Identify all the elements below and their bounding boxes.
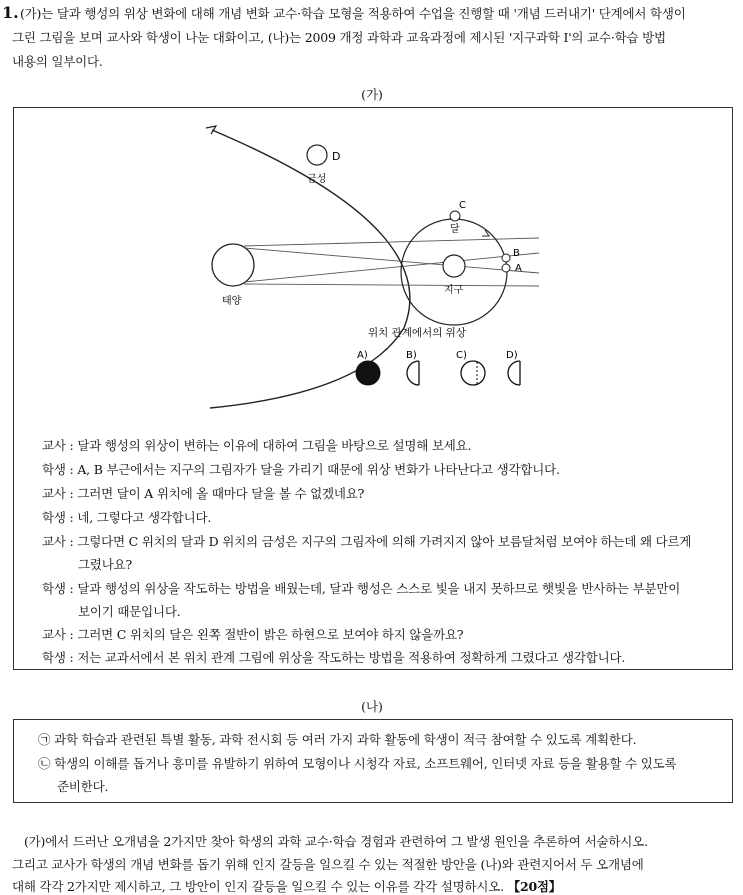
moon-label: 달 [450,224,460,235]
moon-a [502,264,510,272]
phase-label-d: D) [506,350,518,361]
final-line-1: (가)에서 드러난 오개념을 2가지만 찾아 학생의 과학 교수·학습 경험과 관련하여 그 발생 원인을 추론하여 서술하시오. [24,834,648,849]
phase-c-icon [461,361,485,385]
orbit-arrow-icon [206,126,216,134]
phase-b-icon [407,361,419,385]
dialogue-line-2: 학생 : A, B 부근에서는 지구의 그림자가 달을 가리기 때문에 위상 변화가 나타난다고 생각합니다. [42,462,560,477]
dialogue-line-5-cont: 그렸나요? [78,557,133,572]
dialogue-line-6-cont: 보이기 때문입니다. [78,604,181,619]
phase-a-icon [356,361,380,385]
section-ga-label: (가) [361,87,383,102]
phase-label-c: C) [456,350,467,361]
venus-point-label: D [332,150,341,163]
moon-c [450,211,460,221]
phase-label-b: B) [406,350,417,361]
moon-b [502,254,510,262]
section-ga-box [13,107,733,670]
moon-c-label: C [459,200,466,211]
venus-label: 금성 [307,174,327,185]
dialogue-line-4: 학생 : 네, 그렇다고 생각합니다. [42,510,212,525]
phase-label-a: A) [357,350,368,361]
na-item-1: ㉠ 과학 학습과 관련된 특별 활동, 과학 전시회 등 여러 가지 과학 활동에 학생이 적극 참여할 수 있도록 계획한다. [38,732,637,747]
final-line-3: 대해 각각 2가지만 제시하고, 그 방안이 인지 갈등을 일으킬 수 있는 이유를 각각 설명하시오. 【20점】 [12,879,562,894]
dialogue-line-3: 교사 : 그러면 달이 A 위치에 올 때마다 달을 볼 수 없겠네요? [42,486,365,501]
earth [443,255,465,277]
intro-line-1: (가)는 달과 행성의 위상 변화에 대해 개념 변화 교수·학습 모형을 적용하여 수업을 진행할 때 '개념 드러내기' 단계에서 학생이 [20,6,686,21]
sun-label: 태양 [222,296,242,307]
venus [307,145,327,165]
astronomy-diagram [14,108,732,428]
dialogue-line-1: 교사 : 달과 행성의 위상이 변하는 이유에 대하여 그림을 바탕으로 설명해 보세요. [42,438,472,453]
earth-label: 지구 [444,285,464,296]
phase-d-icon [508,361,520,385]
moon-b-label: B [513,248,520,259]
points-badge: 【20점】 [507,879,562,894]
na-item-2: ㉡ 학생의 이해를 돕거나 흥미를 유발하기 위하여 모형이나 시청각 자료, 소프트웨어, 인터넷 자료 등을 활용할 수 있도록 [38,756,677,771]
intro-line-2: 그린 그림을 보며 교사와 학생이 나눈 대화이고, (나)는 2009 개정 과학과 교육과정에 제시된 '지구과학 I'의 교수·학습 방법 [12,30,666,45]
intro-line-3: 내용의 일부이다. [12,54,103,69]
dialogue-line-8: 학생 : 저는 교과서에서 본 위치 관계 그림에 위상을 작도하는 방법을 적용하여 정확하게 그렸다고 생각합니다. [42,650,626,665]
question-number: 1. [2,3,19,22]
moon-a-label: A [515,263,522,274]
na-item-2-cont: 준비한다. [57,779,109,794]
dialogue-line-7: 교사 : 그러면 C 위치의 달은 왼쪽 절반이 밝은 하현으로 보여야 하지 않을까요? [42,627,464,642]
phase-title: 위치 관계에서의 위상 [368,327,466,339]
final-line-2: 그리고 교사가 학생의 개념 변화를 돕기 위해 인지 갈등을 일으킬 수 있는 적절한 방안을 (나)와 관련지어서 두 오개념에 [12,857,644,872]
dialogue-line-6: 학생 : 달과 행성의 위상을 작도하는 방법을 배웠는데, 달과 행성은 스스로 빛을 내지 못하므로 햇빛을 반사하는 부분만이 [42,581,681,596]
section-na-label: (나) [361,699,383,714]
dialogue-line-5: 교사 : 그렇다면 C 위치의 달과 D 위치의 금성은 지구의 그림자에 의해 가려지지 않아 보름달처럼 보여야 하는데 왜 다르게 [42,534,692,549]
section-na-box [13,719,733,803]
sun [212,244,254,286]
